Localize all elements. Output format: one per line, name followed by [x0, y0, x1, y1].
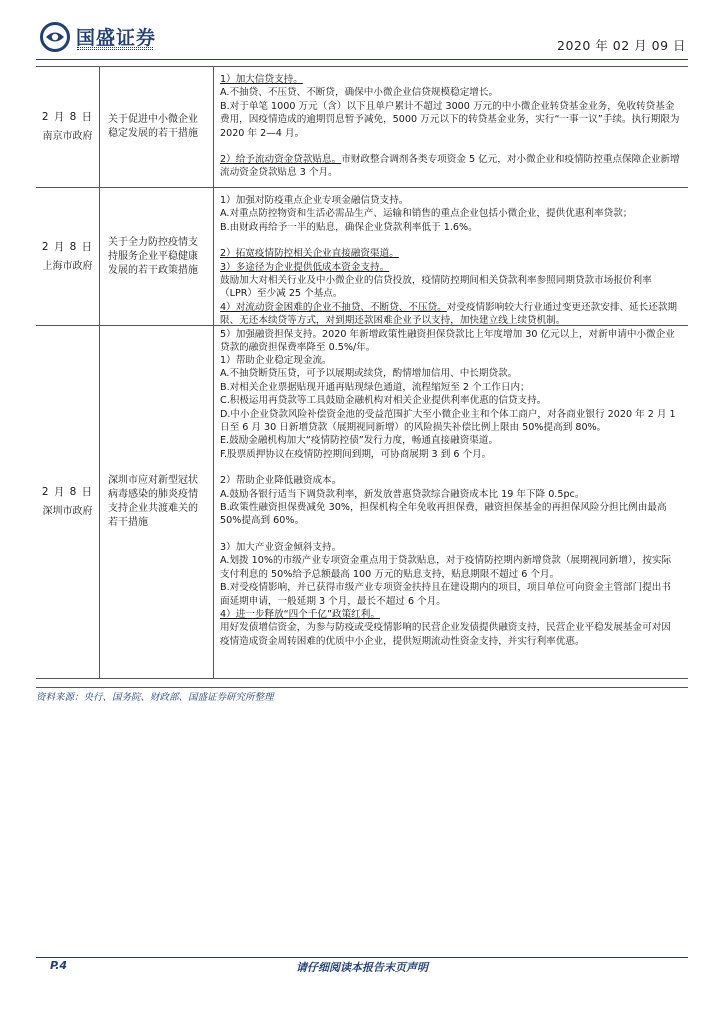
paragraph-text: 2）帮助企业降低融资成本。: [220, 475, 342, 487]
content-paragraph: [220, 381, 680, 394]
paragraph-gap: [220, 528, 680, 541]
section-heading: 1）加大信贷支持。: [220, 74, 303, 85]
content-paragraph: [220, 434, 680, 447]
section-heading: 2）拓宽疫情防控相关企业直接融资渠道。: [220, 248, 399, 260]
content-paragraph: [220, 474, 680, 487]
company-logo: [40, 22, 200, 56]
paragraph-text: B.对于单笔 1000 万元（含）以下且单户累计不超过 3000 万元的中小微企业转贷基金业务，免收转贷基金费用，因疫情造成的逾期罚息暂予减免，5000 万元以下的转贷基金业务，实行“一事一议”手续。执行期限为 2020 年 2—4 月。: [220, 100, 680, 139]
paragraph-text: 市财政整合调剂各类专项资金 5 亿元，对小微企业和疫情防控重点保障企业新增流动资金贷款贴息 3 个月。: [220, 154, 680, 179]
content-paragraph: [220, 501, 680, 528]
content-paragraph: [220, 194, 680, 207]
row-title: 关于促进中小微企业稳定发展的若干措施: [108, 114, 198, 139]
content-paragraph: [220, 541, 680, 554]
paragraph-text: B.对相关企业票据贴现开通再贴现绿色通道，流程缩短至 2 个工作日内；: [220, 381, 530, 393]
row-date: 2 月 8 日: [41, 111, 94, 123]
content-paragraph: [220, 621, 680, 648]
content-paragraph: [220, 221, 680, 234]
content-paragraph: [220, 394, 680, 407]
content-paragraph: [220, 608, 680, 621]
row-issuer: 南京市政府: [42, 131, 93, 142]
section-heading: 2）给予流动资金贷款贴息。: [220, 154, 342, 166]
paragraph-text: 3）加大产业资金倾斜支持。: [220, 541, 342, 553]
row-date: 2 月 8 日: [41, 240, 94, 253]
paragraph-text: C.积极运用再贷款等工具鼓励金融机构对相关企业提供利率优惠的信贷支持。: [220, 395, 547, 407]
report-date: 2020 年 02 月 09 日: [557, 38, 686, 53]
paragraph-gap: [220, 140, 680, 153]
content-paragraph: [220, 301, 680, 328]
row-title-cell: [100, 67, 214, 187]
content-paragraph: [220, 354, 680, 367]
content-paragraph: [220, 581, 680, 608]
table-row: [36, 67, 688, 188]
paragraph-gap: [220, 234, 680, 247]
header-divider: [36, 59, 688, 60]
paragraph-text: A.不抽贷断贷压贷，可予以展期或续贷，酌情增加信用、中长期贷款。: [220, 368, 518, 380]
paragraph-text: B.政策性融资担保费减免 30%，担保机构全年免收再担保费，融资担保基金的再担保风险分担比例由最高 50%提高到 60%。: [220, 502, 667, 527]
paragraph-text: 对受疫情影响较大行业通过变更还款安排、延长还款期限、无还本续贷等方式，对到期还款困难企业予以支持，加快建立线上续贷机制。: [220, 301, 678, 327]
row-date-cell: [36, 67, 100, 187]
source-note: 资料来源：央行、国务院、财政部、国盛证券研究所整理: [36, 687, 688, 703]
content-paragraph: [220, 488, 680, 501]
row-content: [214, 326, 688, 678]
row-date: 2 月 8 日: [41, 486, 94, 498]
section-heading: 3）多途径为企业提供低成本资金支持。: [220, 261, 390, 273]
section-heading: 4）进一步释放“四个千亿”政策红利。: [220, 608, 380, 620]
logo-text: 国盛证券: [76, 27, 157, 49]
row-date-cell: [36, 326, 100, 678]
row-title: 关于全力防控疫情支持服务企业平稳健康发展的若干政策措施: [108, 236, 198, 276]
content-paragraph: [220, 86, 680, 99]
content-paragraph: [220, 261, 680, 274]
paragraph-text: 1）帮助企业稳定现金流。: [220, 355, 332, 366]
row-content: [214, 188, 688, 354]
row-issuer: 深圳市政府: [42, 506, 93, 517]
row-title-cell: [100, 326, 214, 678]
content-paragraph: [220, 554, 680, 581]
content-paragraph: [220, 153, 680, 180]
paragraph-text: A.对重点防控物资和生活必需品生产、运输和销售的重点企业包括小微企业，提供优惠利率贷款；: [220, 208, 633, 220]
content-paragraph: [220, 73, 680, 86]
content-paragraph: [220, 448, 680, 461]
section-heading: 4）对流动资金困难的企业不抽贷、不断贷、不压贷。: [220, 301, 447, 313]
company-logo-icon: [40, 22, 70, 52]
paragraph-gap: [220, 461, 680, 474]
paragraph-text: 1）加强对防疫重点企业专项金融信贷支持。: [220, 195, 409, 206]
row-title-cell: [100, 188, 214, 325]
paragraph-text: 鼓励加大对相关行业及中小微企业的信贷投放，疫情防控期间相关贷款利率参照同期贷款市场报价利率（LPR）至少减 25 个基点。: [220, 275, 652, 300]
content-paragraph: [220, 207, 680, 220]
footer-disclaimer: 请仔细阅读本报告末页声明: [296, 961, 428, 974]
paragraph-text: F.股票质押协议在疫情防控期间到期，可协商展期 3 到 6 个月。: [220, 448, 492, 460]
paragraph-text: A.鼓励各银行适当下调贷款利率，新发放普惠贷款综合融资成本比 19 年下降 0.5pc。: [220, 488, 585, 500]
row-issuer: 上海市政府: [42, 260, 93, 272]
logo-subtext: [77, 47, 153, 50]
paragraph-text: A.不抽贷、不压贷、不断贷，确保中小微企业信贷规模稳定增长。: [220, 87, 499, 99]
paragraph-text: 2020 年新增政策性融资担保贷款比上年度增加 30 亿元以上，对新申请中小微企业贷款的融资担保费率降至 0.5%/年。: [220, 328, 675, 354]
content-paragraph: [220, 408, 680, 435]
content-paragraph: [220, 100, 680, 140]
content-paragraph: [220, 367, 680, 380]
page-header: [36, 18, 688, 58]
row-title: 深圳市应对新型冠状病毒感染的肺炎疫情支持企业共渡难关的若干措施: [108, 475, 198, 528]
table-row: [36, 326, 688, 678]
content-paragraph: [220, 247, 680, 260]
row-content: [214, 67, 688, 187]
content-paragraph: [220, 274, 680, 301]
row-date-cell: [36, 188, 100, 325]
paragraph-text: 5）加强融资担保支持。: [220, 328, 323, 340]
paragraph-text: A.划拨 10%的市级产业专项资金重点用于贷款贴息，对于疫情防控期内新增贷款（展期视同新增），按实际支付利息的 50%给予总额最高 100 万元的贴息支持，贴息期限不超过 6 个月。: [220, 555, 672, 580]
paragraph-text: 用好发债增信资金，为参与防疫或受疫情影响的民营企业发债提供融资支持，民营企业平稳发展基金可对因疫情造成资金周转困难的优质中小企业，提供短期流动性资金支持，并实行利率优惠。: [220, 622, 671, 647]
paragraph-text: B.对受疫情影响，并已获得市级产业专项资金扶持且在建设期内的项目，项目单位可向资金主管部门提出书面延期申请，一般延期 3 个月，最长不超过 6 个月。: [220, 582, 671, 607]
policy-table: [36, 66, 688, 679]
page-number: P.4: [50, 959, 68, 972]
paragraph-text: D.中小企业贷款风险补偿资金池的受益范围扩大至小微企业主和个体工商户，对各商业银行 2020 年 2 月 1 日至 6 月 30 日新增贷款（展期视同新增）的风险损失补偿比例上限由 50%提高到 80%。: [220, 408, 676, 434]
paragraph-text: B.由财政再给予一半的贴息，确保企业贷款利率低于 1.6%。: [220, 221, 478, 233]
footer-divider: [36, 957, 688, 958]
paragraph-text: E.鼓励金融机构加大“疫情防控债”发行力度，畅通直接融资渠道。: [220, 435, 499, 447]
table-row: [36, 188, 688, 354]
